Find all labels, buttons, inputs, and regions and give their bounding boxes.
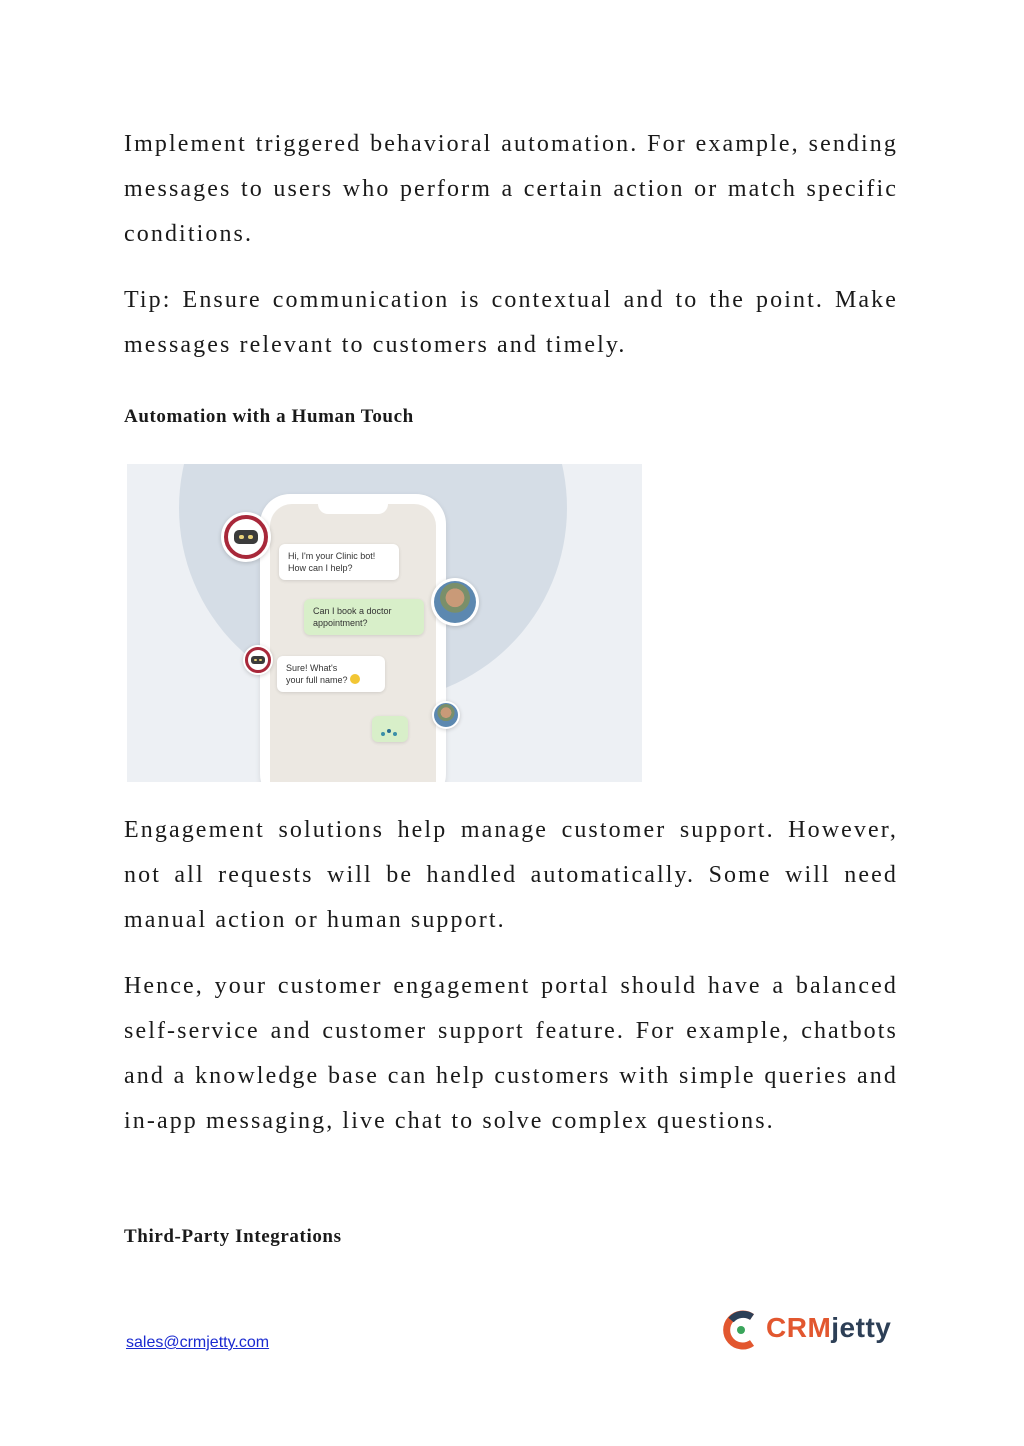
paragraph-behavioral-automation: Implement triggered behavioral automation. For example, sending messages to users who perform a certain action or match specific conditions. xyxy=(124,131,898,247)
phone-notch xyxy=(318,504,388,514)
crmjetty-logo-mark-icon xyxy=(722,1308,758,1352)
crmjetty-logo xyxy=(722,1306,900,1356)
bot-message-bubble xyxy=(277,656,385,692)
bot-message-bubble xyxy=(279,544,399,580)
typing-dots-icon xyxy=(381,727,399,739)
message-text: Sure! What's your full name? xyxy=(286,663,348,685)
message-text: Can I book a doctor appointment? xyxy=(313,606,392,628)
user-message-bubble xyxy=(304,599,424,635)
smile-emoji-icon xyxy=(350,674,360,684)
message-text: Hi, I'm your Clinic bot! How can I help? xyxy=(288,551,376,573)
robot-avatar-icon xyxy=(221,512,271,562)
email-link[interactable]: sales@crmjetty.com xyxy=(126,1334,270,1351)
paragraph-engagement-solutions: Engagement solutions help manage customer support. However, not all requests will be handled automatically. Some will need manual action or human support. xyxy=(124,817,898,933)
heading-third-party-integrations: Third-Party Integrations xyxy=(124,1226,342,1247)
logo-text-jetty: jetty xyxy=(831,1312,892,1343)
paragraph-tip: Tip: Ensure communication is contextual and to the point. Make messages relevant to customers and timely. xyxy=(124,287,898,358)
heading-automation-human-touch: Automation with a Human Touch xyxy=(124,406,414,427)
paragraph-balanced-support: Hence, your customer engagement portal should have a balanced self-service and customer support feature. For example, chatbots and a knowledge base can help customers with simple queries and in-app messaging, live chat to solve complex questions. xyxy=(124,973,898,1134)
user-avatar-photo xyxy=(431,578,479,626)
typing-indicator-bubble xyxy=(372,716,408,742)
phone-mockup xyxy=(260,494,446,782)
user-avatar-photo xyxy=(432,701,460,729)
chatbot-illustration xyxy=(127,464,642,782)
robot-avatar-icon xyxy=(243,645,273,675)
logo-text-crm: CRM xyxy=(766,1312,832,1343)
